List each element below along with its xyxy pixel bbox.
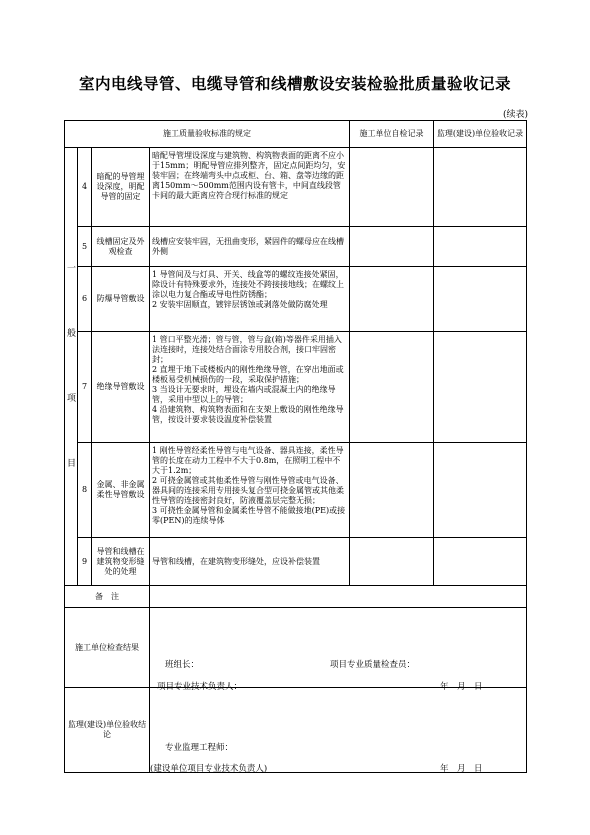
table-row [65,267,527,332]
item-number: 9 [78,538,92,586]
item-name: 防爆导管敷设 [92,267,150,332]
item-name: 金属、非金属柔性导管敷设 [92,443,150,538]
construction-result-row [65,608,527,688]
supervision-conclusion-row [65,688,527,773]
quality-inspector-label: 项目专业质量检查员： [330,660,416,670]
construction-date: 年 月 日 [440,682,483,692]
header-standard: 施工质量验收标准的规定 [65,121,350,148]
remarks-label: 备 注 [65,586,150,608]
header-self-check: 施工单位自检记录 [350,121,434,148]
item-standard: 1 管口平整光滑；管与管，管与盒(箱)等器件采用插入法连接时，连接处结合面涂专用胶合剂，接口牢固密封； 2 直埋于地下或楼板内的刚性绝缘导管，在穿出地面或楼板易受机械损伤的一段，采取保护措施； 3 当设计无要求时，埋设在墙内或混凝土内的绝缘导管，采用中型以上的导管； 4 沿建筑物、构筑物表面和在支架上敷设的刚性绝缘导管，按设计要求装设温度补偿装置 [150,332,350,443]
item-name: 暗配的导管埋设深度，明配导管的固定 [92,148,150,227]
supervision-cell[interactable] [434,332,527,443]
remarks-row [65,586,527,608]
item-number: 5 [78,227,92,267]
item-number: 4 [78,148,92,227]
supervision-date: 年 月 日 [440,764,483,774]
team-leader-label: 班组长： [165,660,200,670]
supervision-cell[interactable] [434,148,527,227]
construction-result-cell[interactable] [150,608,527,688]
item-name: 线槽固定及外观检查 [92,227,150,267]
supervision-conclusion-cell[interactable] [150,688,527,773]
header-supervision: 监理(建设)单位验收记录 [434,121,527,148]
table-row [65,332,527,443]
supervising-engineer-label: 专业监理工程师： [165,743,234,753]
item-number: 6 [78,267,92,332]
self-check-cell[interactable] [350,332,434,443]
self-check-cell[interactable] [350,267,434,332]
supervision-cell[interactable] [434,227,527,267]
supervision-label: 监理(建设)单位验收结论 [65,688,150,773]
self-check-cell[interactable] [350,148,434,227]
self-check-cell[interactable] [350,227,434,267]
table-row [65,443,527,538]
remarks-cell[interactable] [150,586,527,608]
item-name: 绝缘导管敷设 [92,332,150,443]
supervision-cell[interactable] [434,443,527,538]
item-standard: 线槽应安装牢固，无扭曲变形，紧固件的螺母应在线槽外侧 [150,227,350,267]
self-check-cell[interactable] [350,538,434,586]
table-header-row [65,121,527,148]
item-standard: 暗配导管埋设深度与建筑物、构筑物表面的距离不应小于15mm；明配导管应排列整齐，固定点间距均匀，安装牢固；在终端弯头中点或柜、台、箱、盘等边缘的距离150mm～500mm范围内设有管卡，中间直线段管卡间的最大距离应符合现行标准的规定 [150,148,350,227]
self-check-cell[interactable] [350,443,434,538]
item-standard: 导管和线槽，在建筑物变形缝处，应设补偿装置 [150,538,350,586]
table-row [65,227,527,267]
table-row [65,538,527,586]
table-row [65,148,527,227]
owner-tech-lead-label: (建设单位项目专业技术负责人) [150,764,268,774]
item-number: 8 [78,443,92,538]
category-general-items: 一 般 项 目 [65,148,78,586]
supervision-cell[interactable] [434,267,527,332]
item-standard: 1 刚性导管经柔性导管与电气设备、器具连接，柔性导管的长度在动力工程中不大于0.8m，在照明工程中不大于1.2m； 2 可挠金属管或其他柔性导管与刚性导管或电气设备、器具间的连接采用专用接头复合型可挠金属管或其他柔性导管的连接密封良好，防液覆盖层完整无损； 3 可挠性金属导管和金属柔性导管不能做接地(PE)或接零(PEN)的连续导体 [150,443,350,538]
tech-lead-label: 项目专业技术负责人： [157,682,243,692]
continued-note: (续表) [502,110,528,120]
construction-label: 施工单位检查结果 [65,608,150,688]
page-title: 室内电线导管、电缆导管和线槽敷设安装检验批质量验收记录 [78,75,511,93]
inspection-table [64,120,527,773]
item-number: 7 [78,332,92,443]
item-name: 导管和线槽在建筑物变形缝处的处理 [92,538,150,586]
item-standard: 1 导管间及与灯具、开关、线盒等的螺纹连接处紧固，除设计有特殊要求外，连接处不跨接接地线；在螺纹上涂以电力复合酯或导电性防锈酯； 2 安装牢固顺直，镀锌层锈蚀或剥落处做防腐处理 [150,267,350,332]
supervision-cell[interactable] [434,538,527,586]
